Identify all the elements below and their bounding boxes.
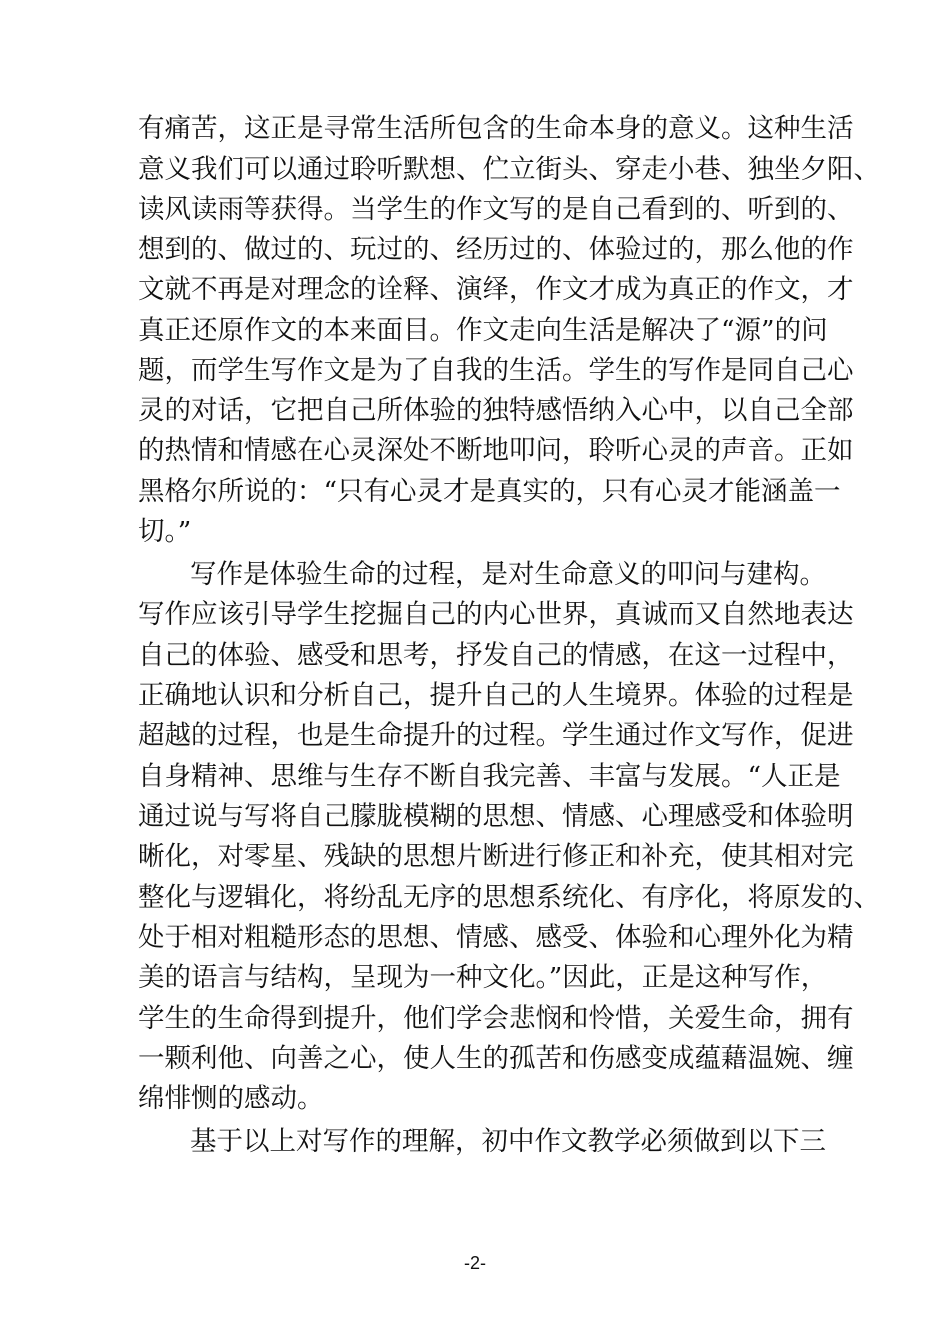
text-line: 一颗利他、向善之心，使人生的孤苦和伤感变成蕴藉温婉、缠 — [138, 1043, 854, 1074]
text-line: 处于相对粗糙形态的思想、情感、感受、体验和心理外化为精 — [138, 922, 854, 953]
text-line: 写作应该引导学生挖掘自己的内心世界，真诚而又自然地表达 — [138, 599, 854, 630]
text-line: 自己的体验、感受和思考，抒发自己的情感，在这一过程中， — [138, 640, 854, 671]
text-line: 灵的对话，它把自己所体验的独特感悟纳入心中，以自己全部 — [138, 395, 854, 426]
text-line: 美的语言与结构，呈现为一种文化。”因此，正是这种写作， — [138, 962, 828, 993]
text-line: 超越的过程，也是生命提升的过程。学生通过作文写作，促进 — [138, 720, 854, 751]
text-line: 绵悱恻的感动。 — [138, 1083, 324, 1114]
text-line: 黑格尔所说的：“只有心灵才是真实的，只有心灵才能涵盖一 — [138, 476, 841, 507]
text-line: 自身精神、思维与生存不断自我完善、丰富与发展。“人正是 — [138, 761, 841, 792]
paragraph-first-line: 基于以上对写作的理解，初中作文教学必须做到以下三 — [190, 1126, 826, 1157]
text-line: 意义我们可以通过聆听默想、伫立街头、穿走小巷、独坐夕阳、 — [138, 154, 880, 185]
text-line: 真正还原作文的本来面目。作文走向生活是解决了“源”的问 — [138, 315, 828, 346]
text-line: 有痛苦，这正是寻常生活所包含的生命本身的意义。这种生活 — [138, 113, 854, 144]
paragraph-first-line: 写作是体验生命的过程，是对生命意义的叩问与建构。 — [190, 559, 826, 590]
text-line: 通过说与写将自己朦胧模糊的思想、情感、心理感受和体验明 — [138, 801, 854, 832]
page-number: -2- — [464, 1253, 486, 1273]
text-line: 晰化，对零星、残缺的思想片断进行修正和补充，使其相对完 — [138, 841, 854, 872]
text-line: 读风读雨等获得。当学生的作文写的是自己看到的、听到的、 — [138, 194, 854, 225]
text-line: 文就不再是对理念的诠释、演绎，作文才成为真正的作文，才 — [138, 274, 854, 305]
text-line: 想到的、做过的、玩过的、经历过的、体验过的，那么他的作 — [138, 234, 854, 265]
text-line: 切。” — [138, 516, 192, 547]
text-line: 正确地认识和分析自己，提升自己的人生境界。体验的过程是 — [138, 680, 854, 711]
text-line: 整化与逻辑化，将纷乱无序的思想系统化、有序化，将原发的、 — [138, 882, 880, 913]
text-line: 学生的生命得到提升，他们学会悲悯和怜惜，关爱生命，拥有 — [138, 1003, 854, 1034]
text-line: 的热情和情感在心灵深处不断地叩问，聆听心灵的声音。正如 — [138, 435, 854, 466]
text-line: 题，而学生写作文是为了自我的生活。学生的写作是同自己心 — [138, 355, 854, 386]
